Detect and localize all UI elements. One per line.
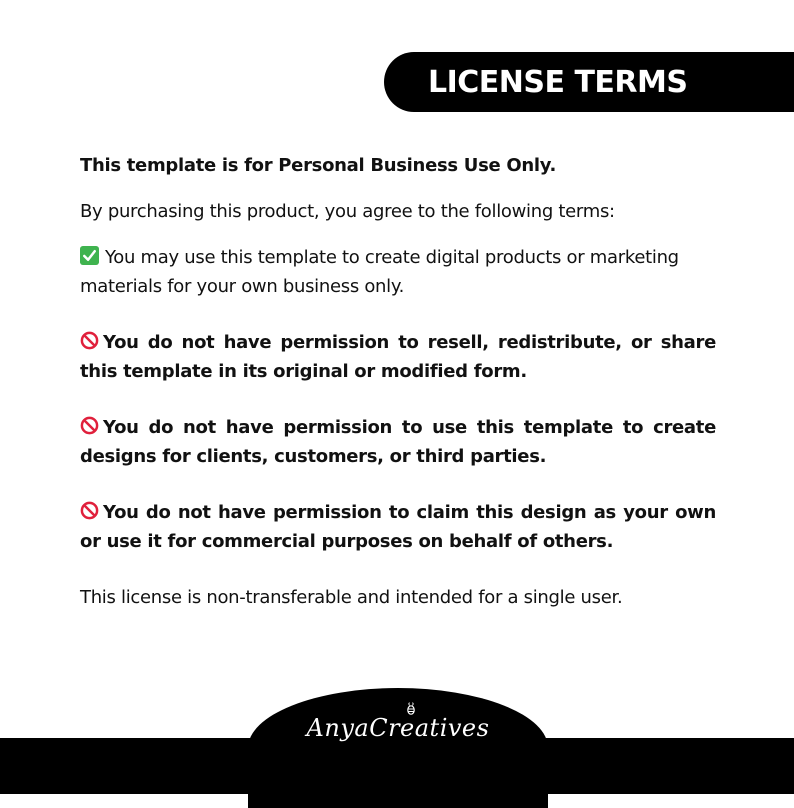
allowed-term-text: You may use this template to create digital products or marketing materials for your own business only. <box>80 247 679 297</box>
prohibited-term-text: You do not have permission to resell, redistribute, or share this template in its original or modified form. <box>80 332 716 382</box>
prohibited-icon <box>80 501 99 520</box>
prohibited-icon <box>80 416 99 435</box>
check-box-icon <box>80 246 99 265</box>
brand-logo: AnyaCreatives <box>306 714 490 742</box>
page-title: LICENSE TERMS <box>428 64 688 100</box>
prohibited-icon <box>80 331 99 350</box>
allowed-term <box>80 243 716 301</box>
license-intro: By purchasing this product, you agree to the following terms: <box>80 201 615 222</box>
footer-band <box>0 738 794 794</box>
license-content <box>80 151 716 612</box>
prohibited-term-clients <box>80 413 716 471</box>
license-footer-note: This license is non-transferable and intended for a single user. <box>80 587 623 608</box>
prohibited-term-claim <box>80 498 716 556</box>
prohibited-term-text: You do not have permission to claim this design as your own or use it for commercial purposes on behalf of others. <box>80 502 716 552</box>
header-badge <box>384 52 794 112</box>
license-headline: This template is for Personal Business Use Only. <box>80 155 557 176</box>
prohibited-term-text: You do not have permission to use this template to create designs for clients, customers, or third parties. <box>80 417 716 467</box>
prohibited-term-resell <box>80 328 716 386</box>
